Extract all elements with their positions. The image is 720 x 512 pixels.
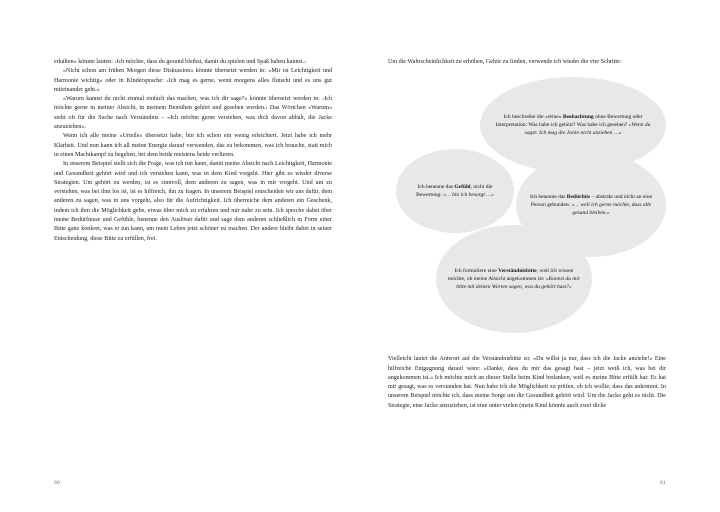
bubble-lead: Ich beschreibe die »reine«: [503, 113, 562, 120]
bubble-rest: ohne Bewertung oder Interpretation: Was habe ich gehört? Was habe ich gesehen?: [495, 113, 643, 129]
bubble-quote: »Kannst du mir bitte mit deinen Worten sagen, was du gehört hast?«: [456, 276, 581, 291]
bubble-rest: – abstrakt und nicht an eine Person gebunden:: [530, 193, 653, 209]
paragraph: In unserem Beispiel stellt sich die Frage, was ich tun kann, damit meine Absicht nach Leichtigkeit, Harmonie und Gesundheit gehört wird und ich verstehen kann, was in dem Kind vorgeht. Hier gibt es wieder diverse Strategien. Um gehört zu werden, ist es sinnvoll, dem anderen zu sagen, was in mir vorgeht. Und um zu verstehen, was bei ihm los ist, ist es hilfreich, ihn zu fragen. In unserem Beispiel entscheiden wir uns dafür, dem anderen zu sagen, was in uns vorgeht, also für die Aufrichtigkeit. Ich überreiche dem anderen ein Geschenk, indem ich ihm die Möglichkeit gebe, etwas über mich zu erfahren und mir nahe zu sein. Ich spreche dabei über meine Bedürfnisse und Gefühle, benenne den Auslöser dafür und sage dem anderen schließlich in Form einer Bitte ganz konkret, was er tun kann, um mein Leben jetzt schöner zu machen. Der andere bleibt dabei in seiner Entscheidung, diese Bitte zu erfüllen, frei.: [54, 161, 332, 242]
bubble-diagram: [388, 77, 666, 339]
paragraph: Vielleicht lautet die Antwort auf die Verständnisbitte so: »Du willst ja nur, dass ich die Jacke anziehe!« Eine hilfreiche Entgegnung darauf wäre: »Danke, dass du mir das gesagt hast – jetzt weiß ich, was bei dir angekommen ist.« Ich möchte mich an dieser Stelle beim Kind bedanken, weil es meine Bitte erfüllt hat: Es hat mir gesagt, was es verstanden hat. Nun habe ich die Möglichkeit zu prüfen, ob ich wollte, dass das ankommt. In unserem Beispiel möchte ich, dass meine Sorge um die Gesundheit gehört wird. Um die Jacke geht es nicht. Die Strategie, eine Jacke anzuziehen, ist eine unter vielen (mein Kind könnte auch zwei dicke: [388, 356, 666, 409]
bubble-lead: Ich benenne das: [417, 184, 453, 191]
bubble-quote: »… bin ich besorgt …«: [443, 192, 494, 199]
paragraph: »Warum kannst du nicht einmal einfach das machen, was ich dir sage?« könnte übersetzt werden in: ›Ich möchte gerne in meiner Absicht, in meinem Bemühen gehört und gesehen werden.‹ Das Wörtchen »Warum« steht oft für die Suche nach Verständnis – »Ich möchte gerne verstehen, was dich davon abhält, die Jacke anzuziehen«.: [54, 96, 332, 131]
bubble-term: Beobachtung: [562, 113, 594, 120]
bubble-term: Verständnisbitte: [498, 267, 537, 274]
bubble-rest: , nicht die Bewertung:: [416, 184, 493, 199]
bubble-term: Bedürfnis: [566, 193, 591, 200]
right-page: [360, 0, 720, 512]
paragraph: Um die Wahrscheinlichkeit zu erhöhen, Gehör zu finden, verwende ich wieder die vier Schritte:: [388, 59, 622, 65]
paragraph: erkälten« könnte lauten: ›Ich möchte, dass du gesund bleibst, damit du spielen und Spaß haben kannst.‹: [54, 59, 307, 65]
bubble-lead: Ich benenne das: [529, 193, 566, 200]
bubble-request: [436, 225, 592, 333]
right-page-outro: [388, 355, 666, 411]
bubble-feeling: [396, 149, 514, 233]
right-page-intro: [388, 58, 666, 67]
left-page-body: [54, 58, 332, 244]
bubble-lead: Ich formuliere eine: [454, 267, 497, 274]
page-number-right: 81: [660, 480, 666, 486]
page-number-left: 80: [54, 480, 60, 486]
paragraph: »Nicht schon am frühen Morgen diese Diskussion« könnte übersetzt werden in: »Mir ist Leichtigkeit und Harmonie wichtig« oder in Kindersprache: ›Ich mag es gerne, wenn morgens alles flutscht und es uns gut miteinander geht.«: [54, 68, 332, 93]
bubble-quote: »Wenn du sagst: Ich mag die Jacke nicht anziehen …«: [524, 122, 651, 137]
bubble-term: Gefühl: [454, 184, 471, 191]
bubble-quote: »… weil ich gerne möchte, dass alle gesund bleiben.«: [571, 202, 652, 217]
paragraph: Wenn ich alle meine »Urteile« übersetzt habe, bin ich schon ein wenig erleichtert. Jetzt habe ich mehr Klarheit. Und nun kann ich all meine Energie darauf verwenden, das zu bekommen, was ich brauche, statt mich in einen Machtkampf zu begeben, bei dem beide meistens beide verlieren.: [54, 133, 332, 158]
bubble-rest: , weil ich wissen möchte, ob meine Absicht angekommen ist:: [447, 267, 574, 283]
